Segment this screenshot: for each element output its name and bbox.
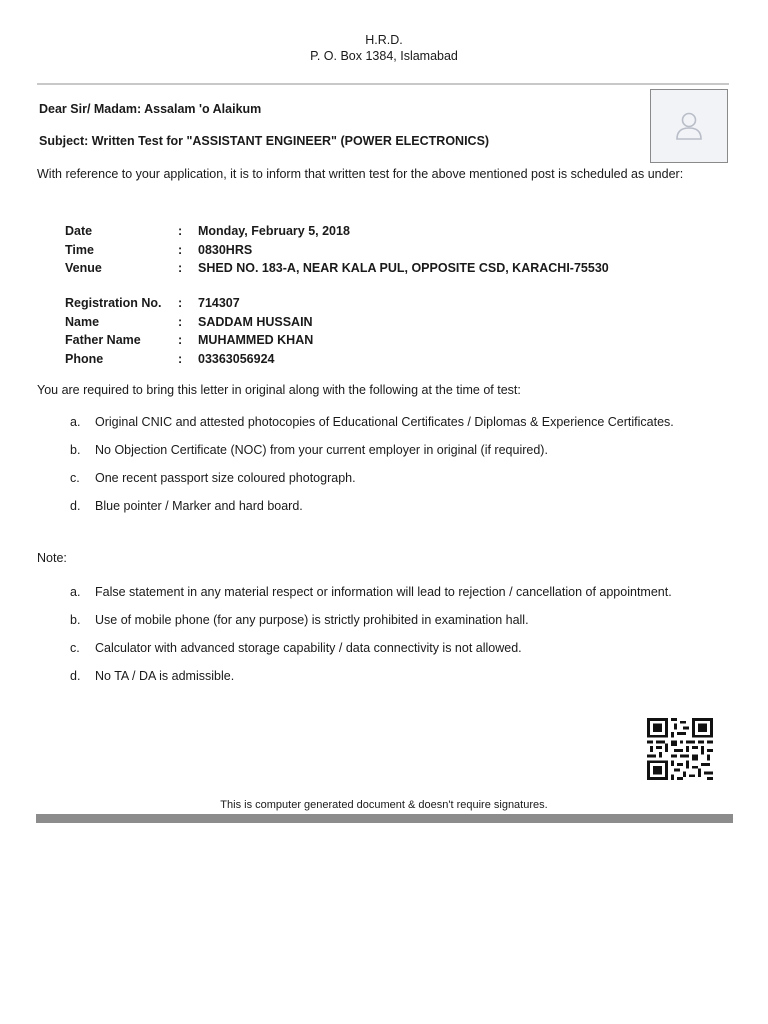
list-item: [70, 585, 672, 613]
list-marker: c.: [70, 641, 80, 655]
intro-paragraph: With reference to your application, it is to inform that written test for the above mentioned post is scheduled as under:: [37, 167, 684, 181]
greeting: Dear Sir/ Madam: Assalam 'o Alaikum: [39, 102, 262, 116]
detail-label: Time: [65, 242, 94, 257]
detail-separator: :: [178, 296, 183, 310]
list-item: [70, 499, 674, 527]
schedule-row-date: [65, 224, 609, 243]
list-item: [70, 613, 672, 641]
list-item: [70, 443, 674, 471]
header-address: P. O. Box 1384, Islamabad: [310, 49, 458, 63]
required-intro: You are required to bring this letter in original along with the following at the time of test:: [37, 383, 521, 397]
schedule-row-time: [65, 243, 609, 262]
footer-disclaimer: This is computer generated document & doesn't require signatures.: [220, 799, 548, 811]
detail-separator: :: [178, 351, 183, 366]
detail-value: SADDAM HUSSAIN: [198, 314, 313, 329]
list-text: Use of mobile phone (for any purpose) is strictly prohibited in examination hall.: [95, 613, 529, 627]
candidate-details: [65, 296, 313, 370]
detail-separator: :: [178, 333, 183, 347]
detail-value: 714307: [198, 296, 240, 310]
list-marker: b.: [70, 613, 81, 627]
list-item: [70, 415, 674, 443]
detail-label: Venue: [65, 261, 102, 275]
note-items-list: [70, 585, 672, 697]
detail-label: Phone: [65, 351, 104, 366]
detail-separator: :: [178, 224, 183, 238]
list-text: Calculator with advanced storage capability / data connectivity is not allowed.: [95, 641, 522, 655]
detail-label: Date: [65, 224, 93, 238]
detail-label: Name: [65, 314, 100, 329]
list-item: [70, 669, 672, 697]
detail-value: Monday, February 5, 2018: [198, 224, 350, 238]
list-text: Blue pointer / Marker and hard board.: [95, 499, 303, 513]
list-marker: d.: [70, 499, 81, 513]
candidate-row-father-name: [65, 333, 313, 352]
qr-code-icon: [647, 718, 713, 780]
candidate-row-registration: [65, 296, 313, 315]
required-items-list: [70, 415, 674, 527]
list-text: No TA / DA is admissible.: [95, 669, 235, 683]
person-icon: [672, 110, 706, 142]
detail-value: SHED NO. 183-A, NEAR KALA PUL, OPPOSITE CSD, KARACHI-75530: [198, 261, 609, 275]
candidate-row-name: [65, 315, 313, 334]
top-divider: [37, 83, 729, 85]
note-heading: Note:: [37, 551, 67, 565]
schedule-details: [65, 224, 609, 280]
detail-value: 0830HRS: [198, 242, 253, 257]
list-text: False statement in any material respect or information will lead to rejection / cancellation of appointment.: [95, 585, 672, 599]
list-marker: d.: [70, 669, 81, 683]
detail-value: MUHAMMED KHAN: [198, 333, 314, 347]
header-department: H.R.D.: [365, 33, 403, 47]
bottom-bar: [36, 814, 733, 823]
letter-header: [0, 32, 768, 64]
list-marker: a.: [70, 585, 81, 599]
detail-value: 03363056924: [198, 351, 275, 366]
detail-separator: :: [178, 314, 183, 329]
subject-line: Subject: Written Test for "ASSISTANT ENGINEER" (POWER ELECTRONICS): [39, 134, 490, 148]
candidate-row-phone: [65, 352, 313, 371]
list-marker: b.: [70, 443, 81, 457]
detail-separator: :: [178, 261, 183, 275]
list-text: No Objection Certificate (NOC) from your current employer in original (if required).: [95, 443, 548, 457]
list-item: [70, 641, 672, 669]
schedule-row-venue: [65, 261, 609, 280]
detail-separator: :: [178, 242, 183, 257]
list-marker: a.: [70, 415, 81, 429]
list-text: Original CNIC and attested photocopies of Educational Certificates / Diplomas & Experience Certificates.: [95, 415, 674, 429]
list-text: One recent passport size coloured photograph.: [95, 471, 356, 485]
detail-label: Registration No.: [65, 296, 162, 310]
detail-label: Father Name: [65, 333, 141, 347]
list-marker: c.: [70, 471, 80, 485]
list-item: [70, 471, 674, 499]
qr-code: [647, 718, 713, 780]
photo-placeholder: [650, 89, 728, 163]
